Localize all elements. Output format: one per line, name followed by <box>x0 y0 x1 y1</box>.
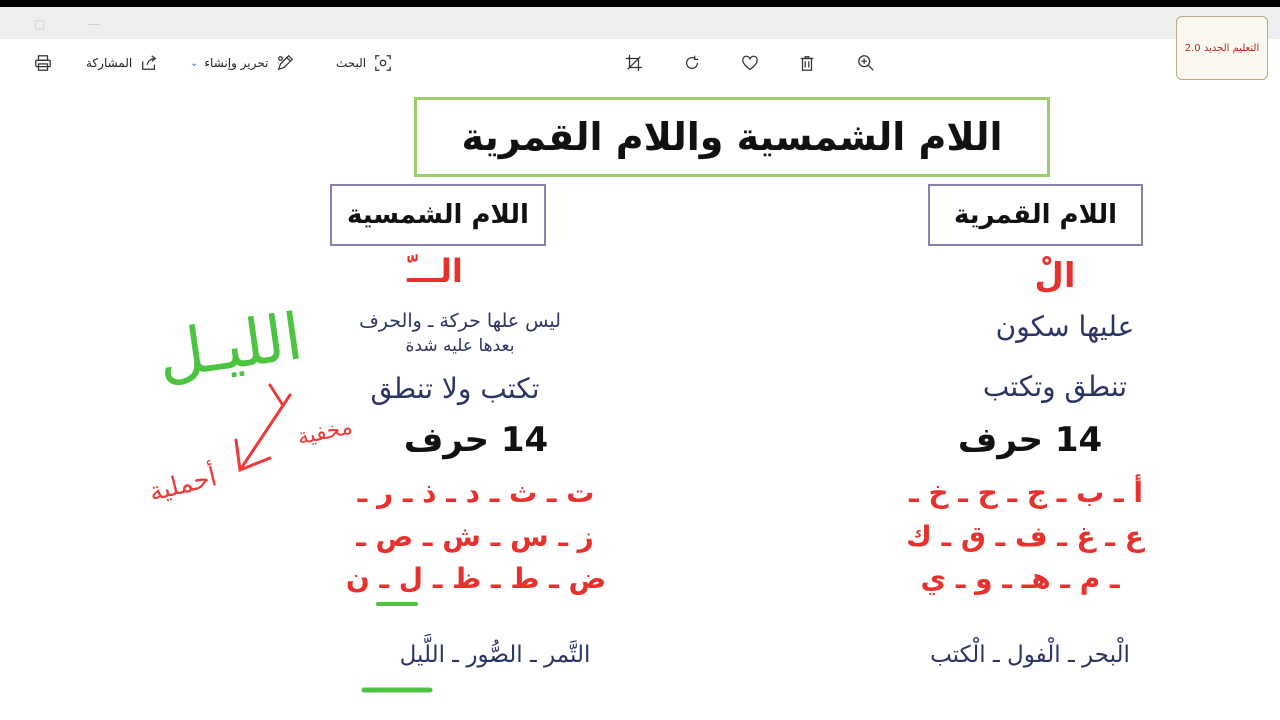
lesson-title: اللام الشمسية واللام القمرية <box>461 115 1003 159</box>
red-arrow-stroke <box>236 395 290 470</box>
edit-label: تحرير وإنشاء <box>204 56 269 70</box>
share-label: المشاركة <box>86 56 133 70</box>
shamsiya-symbol: الـــّ <box>407 252 463 290</box>
qamariya-examples: الْبحر ـ الْفول ـ الْكتب <box>930 642 1130 668</box>
restore-icon[interactable]: ▢ <box>34 17 46 31</box>
qamariya-pronunciation: تنطق وتكتب <box>982 370 1128 403</box>
shamsiya-rule-line1: ليس علها حركة ـ والحرف <box>359 310 561 332</box>
handwritten-note-hidden: مخفية <box>295 414 355 451</box>
shamsiya-letters-row3: ض ـ ط ـ ظ ـ ل ـ ن <box>345 562 607 595</box>
handwritten-word: الليـل <box>153 300 307 394</box>
shamsiya-examples: التَّمر ـ الصُّور ـ اللَّيل <box>399 642 591 668</box>
logo-text: التعليم الجديد 2.0 <box>1184 42 1260 54</box>
minimize-icon[interactable]: — <box>88 17 100 31</box>
qamariya-letters-row1: أ ـ ب ـ ج ـ ح ـ خ ـ <box>909 476 1143 509</box>
shamsiya-letters-row1: ت ـ ث ـ د ـ ذ ـ ر ـ <box>357 476 595 509</box>
search-label: البحث <box>336 56 367 70</box>
red-mark-stroke <box>270 385 282 404</box>
qamariya-rule: عليها سكون <box>995 310 1135 343</box>
shamsiya-pronunciation: تكتب ولا تنطق <box>370 372 540 405</box>
shamsiya-letters-row2: ز ـ س ـ ش ـ ص ـ <box>356 520 594 553</box>
qamariya-letters-row3: ـ م ـ هـ ـ و ـ ي <box>920 562 1120 595</box>
qamariya-symbol: الْ <box>1034 256 1076 296</box>
qamariya-letters-row2: ع ـ غ ـ ف ـ ق ـ ك <box>906 520 1144 553</box>
handwritten-note-2: أحملية <box>146 462 220 508</box>
qamariya-heading: اللام القمرية <box>953 200 1118 230</box>
chevron-down-icon[interactable]: ⌄ <box>190 57 199 69</box>
shamsiya-count: 14 حرف <box>403 420 549 460</box>
shamsiya-heading: اللام الشمسية <box>347 200 529 230</box>
qamariya-count: 14 حرف <box>957 420 1103 460</box>
shamsiya-rule-line2: بعدها عليه شدة <box>405 336 515 356</box>
